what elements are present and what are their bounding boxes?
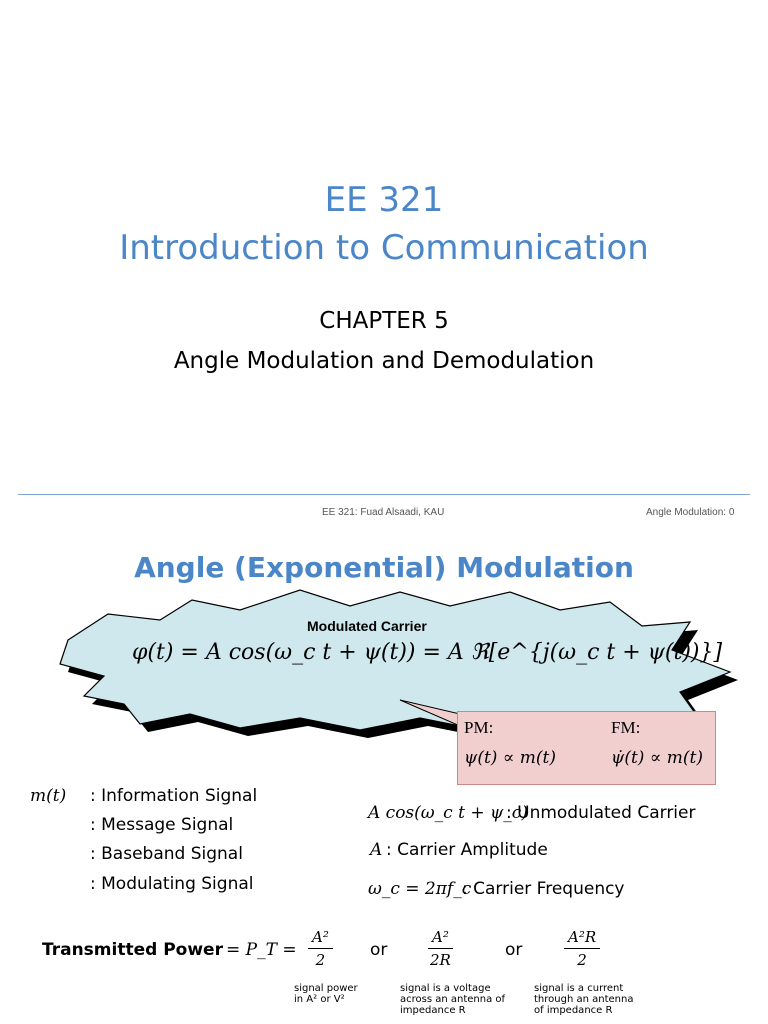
course-title: Introduction to Communication [119,228,649,268]
transmitted-power-label: Transmitted Power [42,940,223,960]
carrier-equation: φ(t) = A cos(ω_c t + ψ(t)) = A ℜ[e^{j(ω_c t + ψ(t))}] [132,640,723,665]
slide-title: Angle (Exponential) Modulation [134,551,634,584]
power-num-3: A²R [564,928,600,949]
power-num-1: A² [308,928,333,949]
unmodulated-carrier-symbol: A cos(ω_c t + ψ_c) [368,803,528,823]
power-den-3: 2 [577,951,587,969]
fm-equation: ψ̇(t) ∝ m(t) [611,748,703,768]
power-den-2: 2R [430,951,451,969]
pm-label: PM: [464,718,494,737]
frequency-text: : Carrier Frequency [462,879,625,899]
or-label-1: or [370,940,388,960]
message-def-message: : Message Signal [90,815,234,835]
power-fraction-3 [564,928,600,969]
frequency-symbol: ω_c = 2πf_c [368,879,472,899]
power-note-2: signal is a voltage across an antenna of impedance R [400,983,506,1016]
pm-fm-box [457,711,716,785]
amplitude-text: : Carrier Amplitude [386,840,548,860]
message-def-baseband: : Baseband Signal [90,844,243,864]
message-symbol: m(t) [30,786,67,806]
fm-label: FM: [611,718,641,737]
power-den-1: 2 [315,951,326,969]
message-def-information: : Information Signal [90,786,258,806]
power-note-3: signal is a current through an antenna of impedance R [534,983,634,1016]
power-fraction-2 [428,928,453,969]
amplitude-symbol: A [370,840,383,860]
course-code: EE 321 [324,180,444,220]
slide-divider [18,494,750,495]
power-fraction-1 [308,928,333,969]
unmodulated-carrier-text: : Unmodulated Carrier [506,803,696,823]
power-symbol: = P_T = [226,940,297,960]
chapter-heading: CHAPTER 5 [319,308,449,334]
power-num-2: A² [428,928,453,949]
power-note-1: signal power in A² or V² [294,983,358,1005]
footer-author: EE 321: Fuad Alsaadi, KAU [322,507,445,518]
message-def-modulating: : Modulating Signal [90,874,254,894]
pm-equation: ψ(t) ∝ m(t) [464,748,556,768]
modulated-carrier-label: Modulated Carrier [307,618,427,634]
footer-page: Angle Modulation: 0 [646,507,735,518]
or-label-2: or [505,940,523,960]
chapter-subtitle: Angle Modulation and Demodulation [173,348,595,374]
